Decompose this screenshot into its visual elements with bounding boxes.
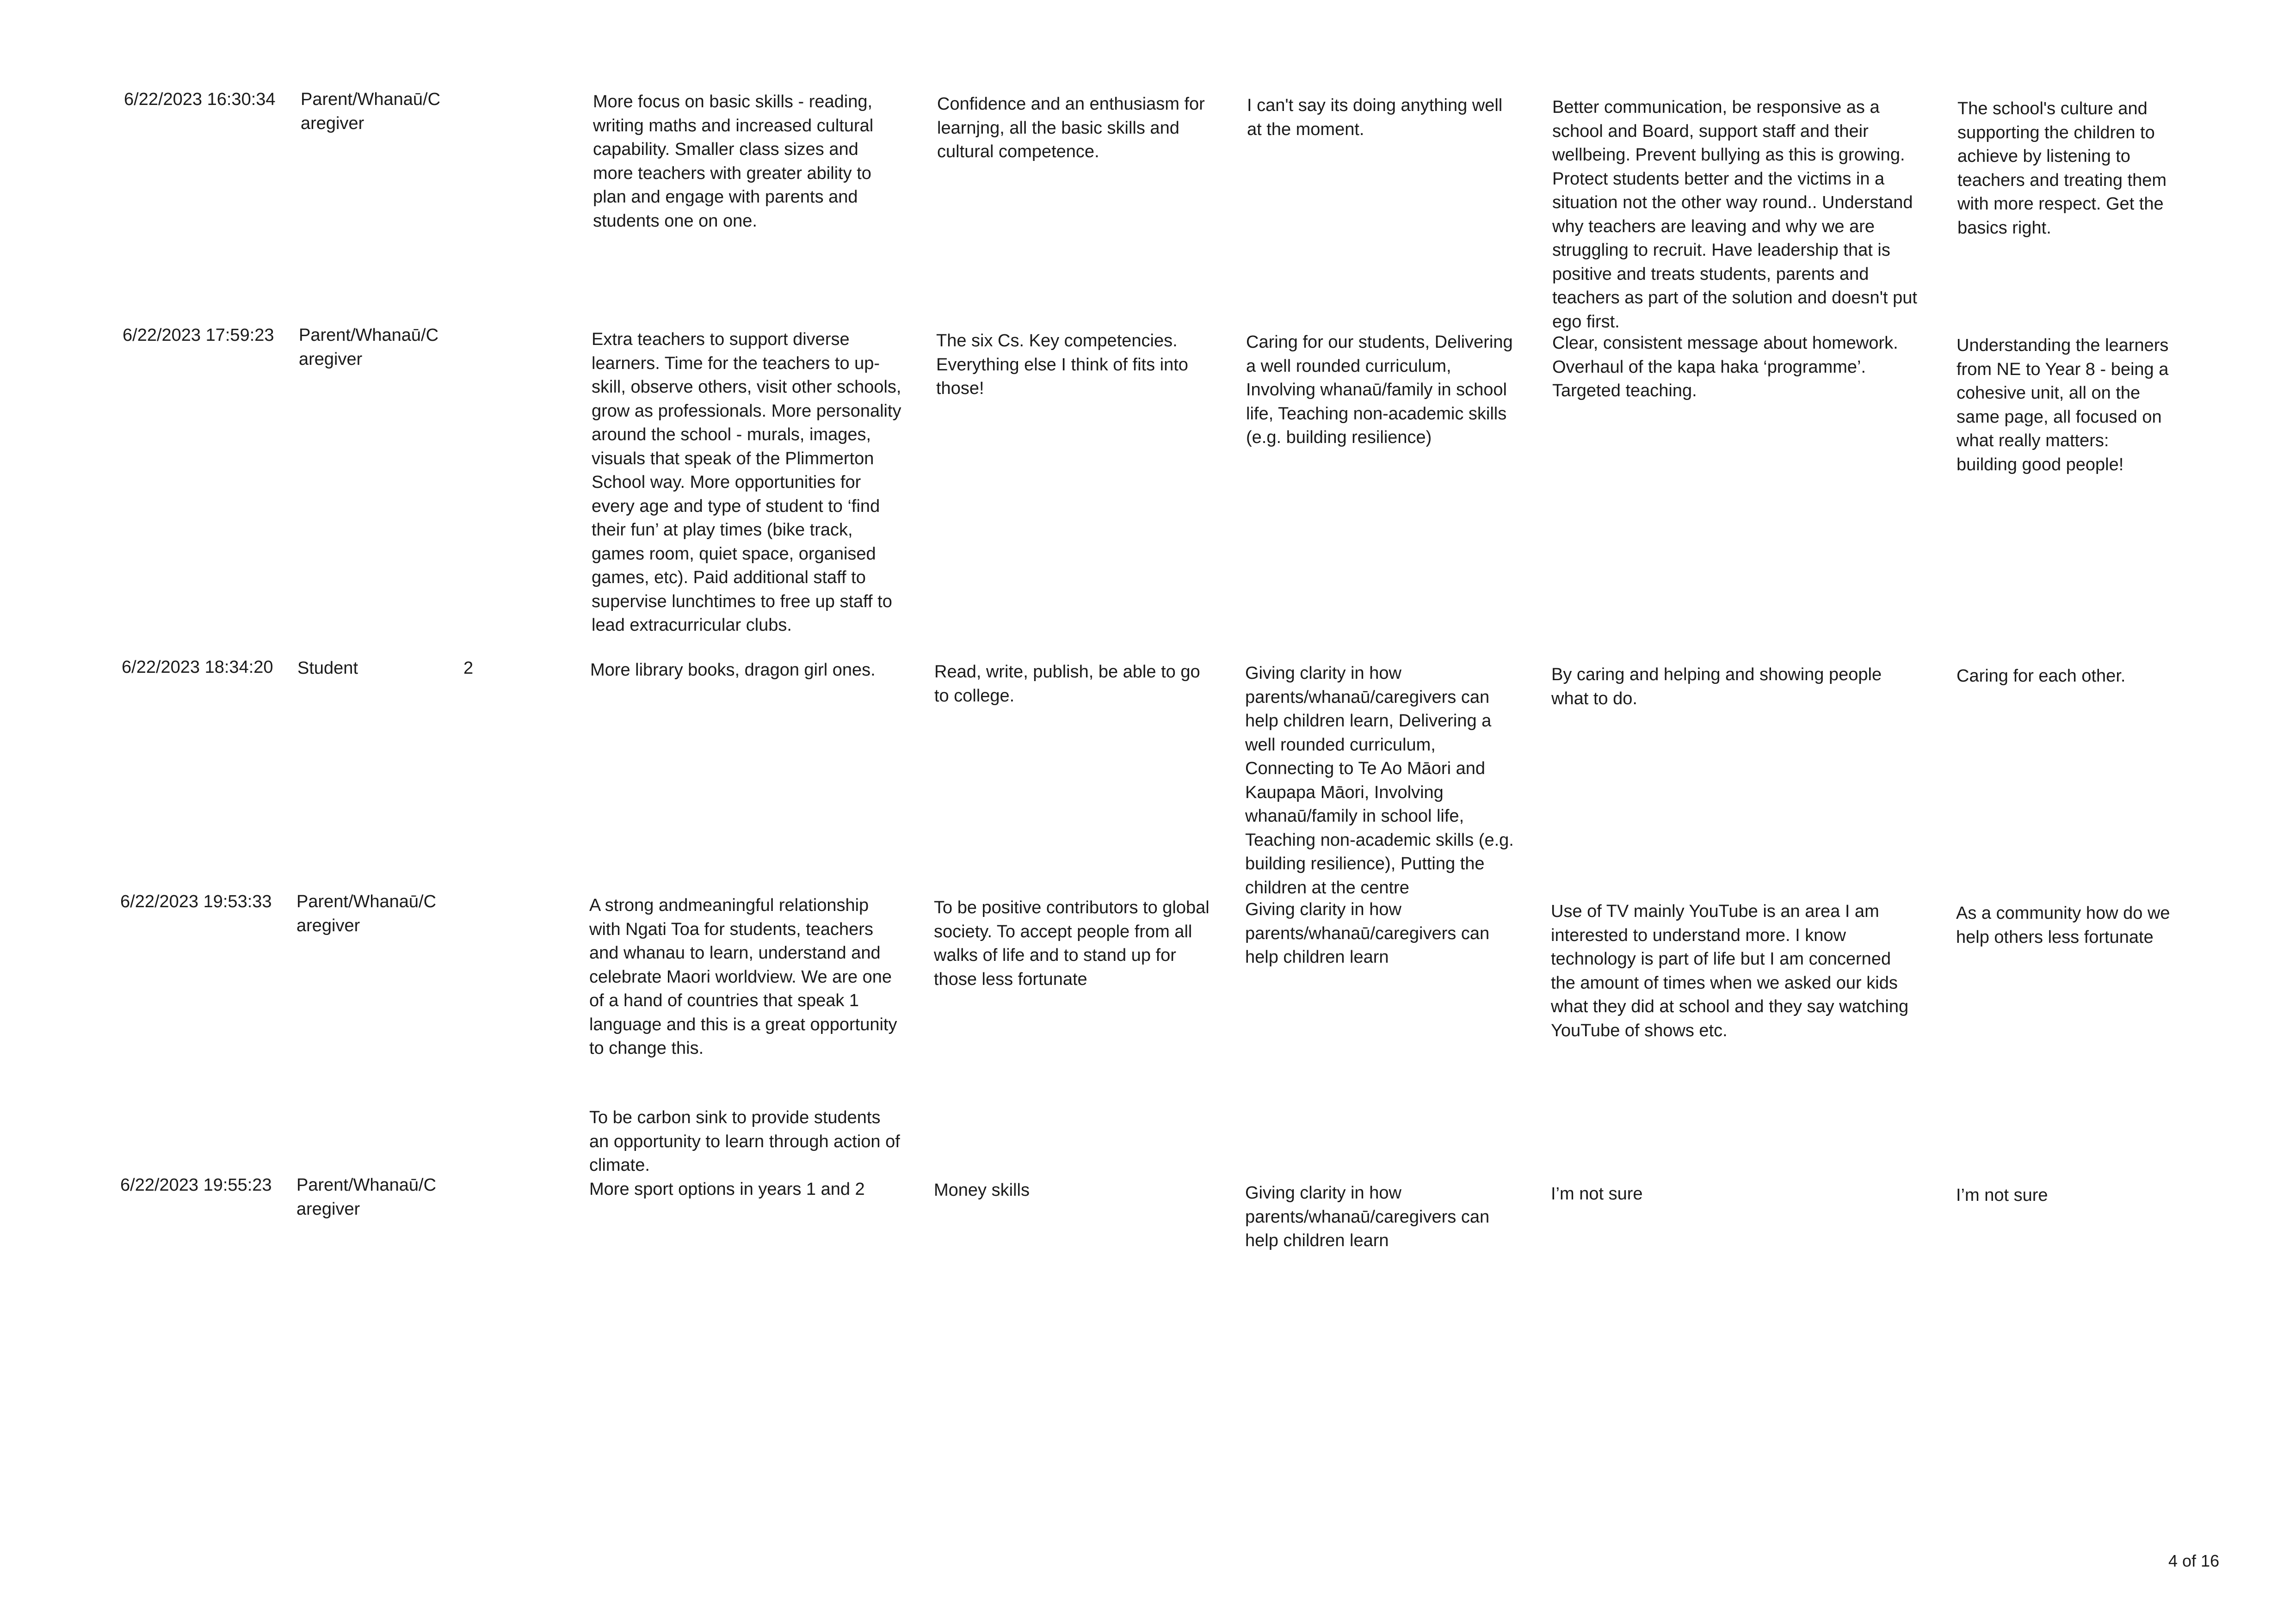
answer-q3: Giving clarity in how parents/whanaū/caregivers can help children learn: [1245, 1183, 1490, 1250]
response-timestamp: 6/22/2023 18:34:20: [122, 658, 273, 677]
response-timestamp: 6/22/2023 17:59:23: [123, 326, 274, 345]
answer-q1: To be carbon sink to provide students an opportunity to learn through action of climate. More sport options in years 1 and 2: [589, 1108, 900, 1199]
answer-q4: By caring and helping and showing people what to do.: [1551, 665, 1882, 708]
answer-q3: Giving clarity in how parents/whanaū/caregivers can help children learn: [1245, 900, 1490, 967]
answer-q3: Giving clarity in how parents/whanaū/caregivers can help children learn, Delivering a well rounded curriculum, Connecting to Te Ao Māori and Kaupapa Māori, Involving whanaū/family in school life, Teaching non-academic skills (e.g. building resilience), Putting the children at the centre: [1245, 664, 1514, 898]
answer-q2: Confidence and an enthusiasm for learnjng, all the basic skills and cultural competence.: [937, 94, 1205, 161]
respondent-role: Parent/Whanaū/C aregiver: [296, 892, 437, 935]
answer-q1: Extra teachers to support diverse learners. Time for the teachers to up- skill, observe others, visit other schools, grow as professionals. More personality around the school - murals, images, visuals that speak of the Plimmerton School way. More opportunities for every age and type of student to ‘find their fun’ at play times (bike track, games room, quiet space, organised games, etc). Paid additional staff to supervise lunchtimes to free up staff to lead extracurricular clubs.: [592, 330, 901, 635]
answer-q2: Money skills: [934, 1180, 1030, 1200]
answer-q3: I can't say its doing anything well at the moment.: [1247, 96, 1503, 139]
answer-q4: Clear, consistent message about homework. Overhaul of the kapa haka ‘programme’. Targeted teaching.: [1552, 333, 1898, 400]
answer-q3: Caring for our students, Delivering a well rounded curriculum, Involving whanaū/family in school life, Teaching non-academic skills (e.g. building resilience): [1246, 332, 1513, 447]
answer-q1: More focus on basic skills - reading, writing maths and increased cultural capability. Smaller class sizes and more teachers with greater ability to plan and engage with parents and students one on one.: [593, 92, 874, 231]
answer-q1: More library books, dragon girl ones.: [590, 660, 876, 680]
answer-q2: The six Cs. Key competencies. Everything else I think of fits into those!: [936, 331, 1188, 398]
answer-q1: A strong andmeaningful relationship with Ngati Toa for students, teachers and whanau to learn, understand and celebrate Maori worldview. We are one of a hand of countries that speak 1 language and this is a great opportunity to change this.: [589, 896, 897, 1058]
answer-q5: As a community how do we help others less fortunate: [1956, 904, 2170, 947]
answer-q4: I’m not sure: [1551, 1184, 1643, 1204]
answer-q4: Better communication, be responsive as a school and Board, support staff and their wellbeing. Prevent bullying as this is growing. Protect students better and the victims in a situation not the other way round.. Understand why teachers are leaving and why we are struggling to recruit. Have leadership that is positive and treats students, parents and teachers as part of the solution and doesn't put ego first.: [1552, 98, 1917, 332]
response-timestamp: 6/22/2023 19:55:23: [120, 1175, 272, 1195]
student-year: 2: [463, 658, 474, 678]
answer-q5: The school's culture and supporting the children to achieve by listening to teachers and treating them with more respect. Get the basics right.: [1957, 99, 2167, 238]
respondent-role: Parent/Whanaū/C aregiver: [296, 1175, 437, 1219]
answer-q2: To be positive contributors to global society. To accept people from all walks of life and to stand up for those less fortunate: [934, 898, 1210, 989]
answer-q5: I’m not sure: [1956, 1186, 2048, 1205]
answer-q2: Read, write, publish, be able to go to college.: [934, 662, 1200, 706]
answer-q5: Understanding the learners from NE to Year 8 - being a cohesive unit, all on the same page, all focused on what really matters: building good people!: [1957, 336, 2169, 474]
response-timestamp: 6/22/2023 19:53:33: [120, 892, 272, 911]
page-number: 4 of 16: [2168, 1551, 2220, 1570]
answer-q5: Caring for each other.: [1957, 666, 2126, 686]
respondent-role: Student: [297, 658, 358, 678]
response-timestamp: 6/22/2023 16:30:34: [124, 90, 276, 109]
respondent-role: Parent/Whanaū/C aregiver: [299, 326, 439, 369]
respondent-role: Parent/Whanaū/C aregiver: [301, 90, 441, 133]
answer-q4: Use of TV mainly YouTube is an area I am interested to understand more. I know technology is part of life but I am concerned the amount of times when we asked our kids what they did at school and they say watching YouTube of shows etc.: [1551, 902, 1909, 1040]
